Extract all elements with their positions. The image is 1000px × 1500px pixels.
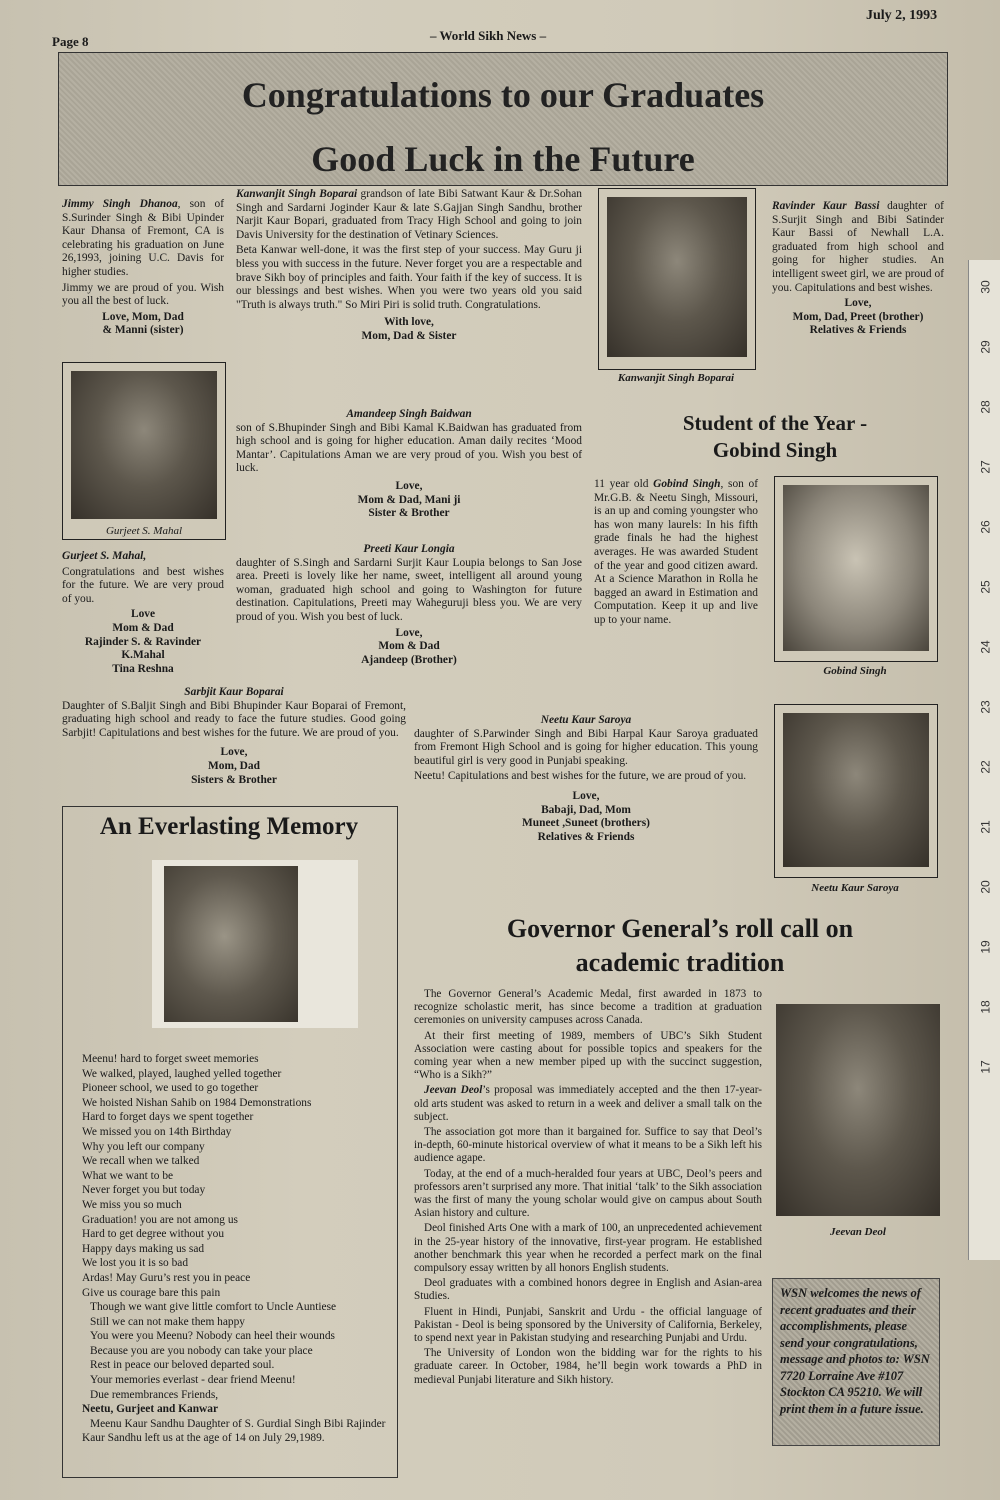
amandeep-sig-2: Mom & Dad, Mani ji xyxy=(357,493,461,506)
poem-line: Due remembrances Friends, xyxy=(90,1388,219,1401)
gurjeet-sig-2: Mom & Dad xyxy=(112,621,174,634)
governor-p2: At their first meeting of 1989, members of UBC’s Sikh Student Association were casting about for possible topics and speakers for the coming year when a new member piped up with the succinct suggestion, “Who is a Sikh?” xyxy=(414,1029,762,1082)
kanwanjit-text: grandson of late Bibi Satwant Kaur & Dr.Sohan Singh and Sardarni Joginder Kaur & late S.Gajjan Singh Sandhu, brother Narjit Kaur Bopari, graduated from Tracy High School and going to join Davis University for the destination of Vetinary Sciences. xyxy=(236,188,582,241)
gobind-portrait xyxy=(783,485,929,651)
ruler-mark: 27 xyxy=(978,460,993,474)
poem-line: Though we want give little comfort to Uncle Auntiese xyxy=(90,1301,337,1314)
jimmy-name: Jimmy Singh Dhanoa xyxy=(62,198,178,210)
sarbjit-sig-2: Mom, Dad xyxy=(208,759,260,772)
preeti-notice xyxy=(236,543,582,667)
amandeep-sig-1: Love, xyxy=(395,479,423,492)
preeti-sig-2: Mom & Dad xyxy=(378,640,440,653)
poem-line: We hoisted Nishan Sahib on 1984 Demonstrations xyxy=(82,1096,312,1109)
poem-line: Because you are you nobody can take your place xyxy=(90,1344,313,1357)
ruler-mark: 25 xyxy=(978,580,993,594)
preeti-sig-1: Love, xyxy=(395,626,423,639)
governor-title xyxy=(420,912,940,980)
jimmy-text: , son of S.Surinder Singh & Bibi Upinder Kaur Dhansa of Fremont, CA is celebrating his graduation on June 26,1993, joining U.C. Davis for higher studies. xyxy=(62,198,224,278)
poem-line: You were you Meenu? Nobody can heel their wounds xyxy=(90,1330,335,1343)
gurjeet-sig-3: Rajinder S. & Ravinder xyxy=(84,635,202,648)
governor-p1: The Governor General’s Academic Medal, first awarded in 1873 to recognize scholastic merit, has since become a tradition at graduation ceremonies on university campuses across Canada. xyxy=(414,988,762,1027)
gurjeet-sig-4: K.Mahal xyxy=(121,649,165,662)
neetu-notice xyxy=(414,714,758,844)
governor-p6: Deol finished Arts One with a mark of 100, an unprecedented achievement in the 25-year history of the innovative, first-year program. He established another benchmark this year when he recorded a perfect mark on the final compulsory essay written by all honors English students. xyxy=(414,1222,762,1275)
kanwanjit-name: Kanwanjit Singh Boparai xyxy=(236,188,358,200)
gurjeet-photo xyxy=(62,362,226,540)
jimmy-sig-2: & Manni (sister) xyxy=(102,324,184,337)
kanwanjit-text-2: Beta Kanwar well-done, it was the first step of your success. May Guru ji bless you with success in the future. Never forget you are a respectable and brave Sikh boy of principles and faith. Your faith if the key of success. It is our blessings and best wishes. When you were two years old you said "Truth is always truth." So Miri Piri is solid truth. Congratulations. xyxy=(236,244,582,311)
ruler-mark: 30 xyxy=(978,280,993,294)
governor-title-1: Governor General’s roll call on xyxy=(506,914,854,943)
neetu-sig-2: Babaji, Dad, Mom xyxy=(541,803,631,816)
amandeep-notice xyxy=(236,408,582,521)
kanwanjit-portrait xyxy=(607,197,747,357)
poem-line: Still we can not make them happy xyxy=(90,1315,246,1328)
neetu-sig-1: Love, xyxy=(572,789,600,802)
sarbjit-sig-1: Love, xyxy=(220,746,248,759)
gobind-photo xyxy=(774,476,938,662)
gobind-name: Gobind Singh xyxy=(653,478,721,490)
ruler-mark: 29 xyxy=(978,340,993,354)
ruler-mark: 20 xyxy=(978,880,993,894)
governor-article xyxy=(414,988,762,1389)
neetu-portrait xyxy=(783,713,929,867)
ruler-mark: 19 xyxy=(978,940,993,954)
poem-line: What we want to be xyxy=(82,1169,174,1182)
gurjeet-name: Gurjeet S. Mahal, xyxy=(62,550,147,562)
kanwanjit-caption: Kanwanjit Singh Boparai xyxy=(617,372,735,384)
neetu-text-2: Neetu! Capitulations and best wishes for the future, we are proud of you. xyxy=(414,770,747,783)
gurjeet-sig-1: Love xyxy=(130,608,156,621)
ruler-mark: 22 xyxy=(978,760,993,774)
student-title-2: Gobind Singh xyxy=(712,438,838,462)
paper-name: – World Sikh News – xyxy=(430,28,547,43)
neetu-sig-4: Relatives & Friends xyxy=(537,830,635,843)
memory-poem-part-1 xyxy=(82,1052,388,1300)
meenu-portrait xyxy=(164,866,298,1022)
headline-banner xyxy=(58,52,948,186)
poem-line: Your memories everlast - dear friend Meenu! xyxy=(90,1374,296,1387)
kanwanjit-sig-1: With love, xyxy=(384,316,434,329)
neetu-name: Neetu Kaur Saroya xyxy=(540,714,632,726)
jimmy-text-2: Jimmy we are proud of you. Wish you all the best of luck. xyxy=(62,281,224,308)
gobind-caption: Gobind Singh xyxy=(823,665,887,677)
jimmy-notice xyxy=(62,198,224,338)
ruler-mark: 21 xyxy=(978,820,993,834)
neetu-photo xyxy=(774,704,938,878)
gurjeet-portrait xyxy=(71,371,217,519)
governor-p5: Today, at the end of a much-heralded four years at UBC, Deol’s peers and professors aren’t surprised any more. That initial ‘talk’ to the Sikh association was the first of many the young scholar would give on campus about South Asian history and culture. xyxy=(414,1167,762,1220)
ravinder-sig-2: Mom, Dad, Preet (brother) xyxy=(792,310,924,323)
ravinder-sig-3: Relatives & Friends xyxy=(809,324,907,337)
memory-footnote: Meenu Kaur Sandhu Daughter of S. Gurdial Singh Bibi Rajinder Kaur Sandhu left us at the age of 14 on July 29,1989. xyxy=(82,1417,386,1445)
sarbjit-sig-3: Sisters & Brother xyxy=(191,773,277,786)
memory-title: An Everlasting Memory xyxy=(99,813,359,840)
poem-line: Rest in peace our beloved departed soul. xyxy=(90,1359,275,1372)
student-title-1: Student of the Year - xyxy=(682,411,868,435)
jimmy-sig-1: Love, Mom, Dad xyxy=(102,310,184,323)
memory-poem xyxy=(82,1052,388,1446)
governor-title-2: academic tradition xyxy=(575,948,785,977)
gobind-text: , son of Mr.G.B. & Neetu Singh, Missouri, is an up and coming youngster who has won many laurels: In his fifth grade finals he had the highest averages. He was awarded Student of the year and good citizen award. At a Science Marathon in Rolla he bagged an award in Estimation and Computation. Keep it up and live up to your name. xyxy=(594,478,759,626)
gobind-notice xyxy=(594,478,758,630)
ruler-mark: 24 xyxy=(978,640,993,654)
ravinder-sig-1: Love, xyxy=(844,297,872,310)
memory-signature: Neetu, Gurjeet and Kanwar xyxy=(82,1403,219,1416)
page-number: Page 8 xyxy=(52,34,89,49)
headline-line-1: Congratulations to our Graduates xyxy=(241,75,765,115)
ruler-mark: 28 xyxy=(978,400,993,414)
neetu-sig-3: Muneet ,Suneet (brothers) xyxy=(522,817,650,830)
kanwanjit-notice xyxy=(236,188,582,344)
gurjeet-caption: Gurjeet S. Mahal xyxy=(105,525,183,537)
jeevan-name: Jeevan Deol xyxy=(424,1084,483,1097)
headline-line-2: Good Luck in the Future xyxy=(311,139,695,179)
ruler-mark: 17 xyxy=(978,1060,993,1074)
poem-line: Ardas! May Guru’s rest you in peace xyxy=(82,1271,251,1284)
poem-line: Hard to get degree without you xyxy=(82,1228,225,1241)
governor-p9: The University of London won the bidding war for the rights to his graduate career. In October, 1984, he’ll begin work towards a PhD in medieval Punjabi literature and Sikh history. xyxy=(414,1347,762,1386)
preeti-sig-3: Ajandeep (Brother) xyxy=(361,653,457,666)
poem-line: Why you left our company xyxy=(82,1140,205,1153)
jeevan-caption: Jeevan Deol xyxy=(830,1226,886,1238)
amandeep-sig-3: Sister & Brother xyxy=(368,507,450,520)
jeevan-photo xyxy=(776,1004,940,1216)
amandeep-text: son of S.Bhupinder Singh and Bibi Kamal K.Baidwan has graduated from high school and is going for higher education. Aman daily recites ‘Mood Mantar’. Capitulations Aman we are very proud of you. Wish you best of luck. xyxy=(236,421,582,475)
student-of-year-title xyxy=(610,410,940,464)
governor-p3: ’s proposal was immediately accepted and the then 17-year-old arts student was asked to return in a week and deliver a small talk on the subject. xyxy=(414,1084,762,1123)
sarbjit-text: Daughter of S.Baljit Singh and Bibi Bhupinder Kaur Boparai of Fremont, graduating high school and ready to face the future studies. Good going Sarbjit! Capitulations and best wishes for the future. We are proud of you. xyxy=(62,699,406,739)
poem-line: We missed you on 14th Birthday xyxy=(82,1125,232,1138)
governor-p4: The association got more than it bargained for. Suffice to say that Deol’s in-depth, 60-minute historical overview of what it means to be a Sikh left his audience agape. xyxy=(414,1126,762,1165)
poem-line: We miss you so much xyxy=(82,1198,182,1211)
kanwanjit-photo xyxy=(598,188,756,370)
ravinder-name: Ravinder Kaur Bassi xyxy=(772,200,880,212)
ruler-mark: 26 xyxy=(978,520,993,534)
neetu-text: daughter of S.Parwinder Singh and Bibi Harpal Kaur Saroya graduated from Fremont High School and is going for higher education. This young beautiful girl is very good in Punjabi speaking. xyxy=(414,727,758,767)
wsn-notice-box: WSN welcomes the news of recent graduates and their accomplishments, please send your congratulations, message and photos to: WSN 7720 Lorraine Ave #107 Stockton CA 95210. We will print them in a future issue. xyxy=(772,1278,940,1446)
poem-line: Meenu! hard to forget sweet memories xyxy=(82,1053,259,1065)
memory-poem-part-2 xyxy=(82,1300,388,1402)
issue-date: July 2, 1993 xyxy=(866,8,938,23)
poem-line: Give us courage bare this pain xyxy=(82,1286,221,1299)
gurjeet-sig-5: Tina Reshna xyxy=(112,662,174,675)
gobind-lead: 11 year old xyxy=(594,478,654,490)
ruler-mark: 18 xyxy=(978,1000,993,1014)
governor-p7: Deol graduates with a combined honors degree in English and Asian-area Studies. xyxy=(414,1277,762,1303)
neetu-caption: Neetu Kaur Saroya xyxy=(811,882,899,894)
sarbjit-name: Sarbjit Kaur Boparai xyxy=(184,686,284,698)
ravinder-notice xyxy=(772,200,944,338)
kanwanjit-sig-2: Mom, Dad & Sister xyxy=(361,329,457,342)
meenu-photo xyxy=(152,860,358,1028)
preeti-text: daughter of S.Singh and Sardarni Surjit Kaur Loupia belongs to San Jose area. Preeti is lovely like her name, sweet, intelligent all around young woman, graduated high school and going to Washington for future destination. Capitulations, Preeti may Waheguruji bless you. We are very proud of you. Wish you best of luck. xyxy=(236,556,582,623)
jeevan-portrait xyxy=(776,1004,940,1216)
ruler xyxy=(968,260,1000,1260)
poem-line: Happy days making us sad xyxy=(82,1242,205,1255)
ruler-mark: 23 xyxy=(978,700,993,714)
poem-line: Pioneer school, we used to go together xyxy=(82,1082,259,1095)
sarbjit-notice xyxy=(62,686,406,787)
poem-line: Never forget you but today xyxy=(82,1184,206,1197)
gurjeet-notice xyxy=(62,550,224,676)
gurjeet-text: Congratulations and best wishes for the future. We are very proud of you. xyxy=(62,565,224,605)
ravinder-text: daughter of S.Surjit Singh and Bibi Satinder Kaur Bassi of Newhall L.A. graduated from high school and going for higher studies. An intelligent sweet girl, we are proud of you. Capitulations and best wishes. xyxy=(772,200,944,294)
poem-line: Graduation! you are not among us xyxy=(82,1213,238,1226)
poem-line: Hard to forget days we spent together xyxy=(82,1111,254,1124)
governor-p8: Fluent in Hindi, Punjabi, Sanskrit and Urdu - the official language of Pakistan - Deol is being sponsored by the University of California, Berkeley, to spend next year in Pakistan studying and researching Punjabi and Urdu. xyxy=(414,1305,762,1345)
poem-line: We recall when we talked xyxy=(82,1155,200,1168)
preeti-name: Preeti Kaur Longia xyxy=(363,543,455,555)
amandeep-name: Amandeep Singh Baidwan xyxy=(346,408,472,420)
poem-line: We walked, played, laughed yelled together xyxy=(82,1067,282,1080)
poem-line: We lost you it is so bad xyxy=(82,1257,189,1270)
